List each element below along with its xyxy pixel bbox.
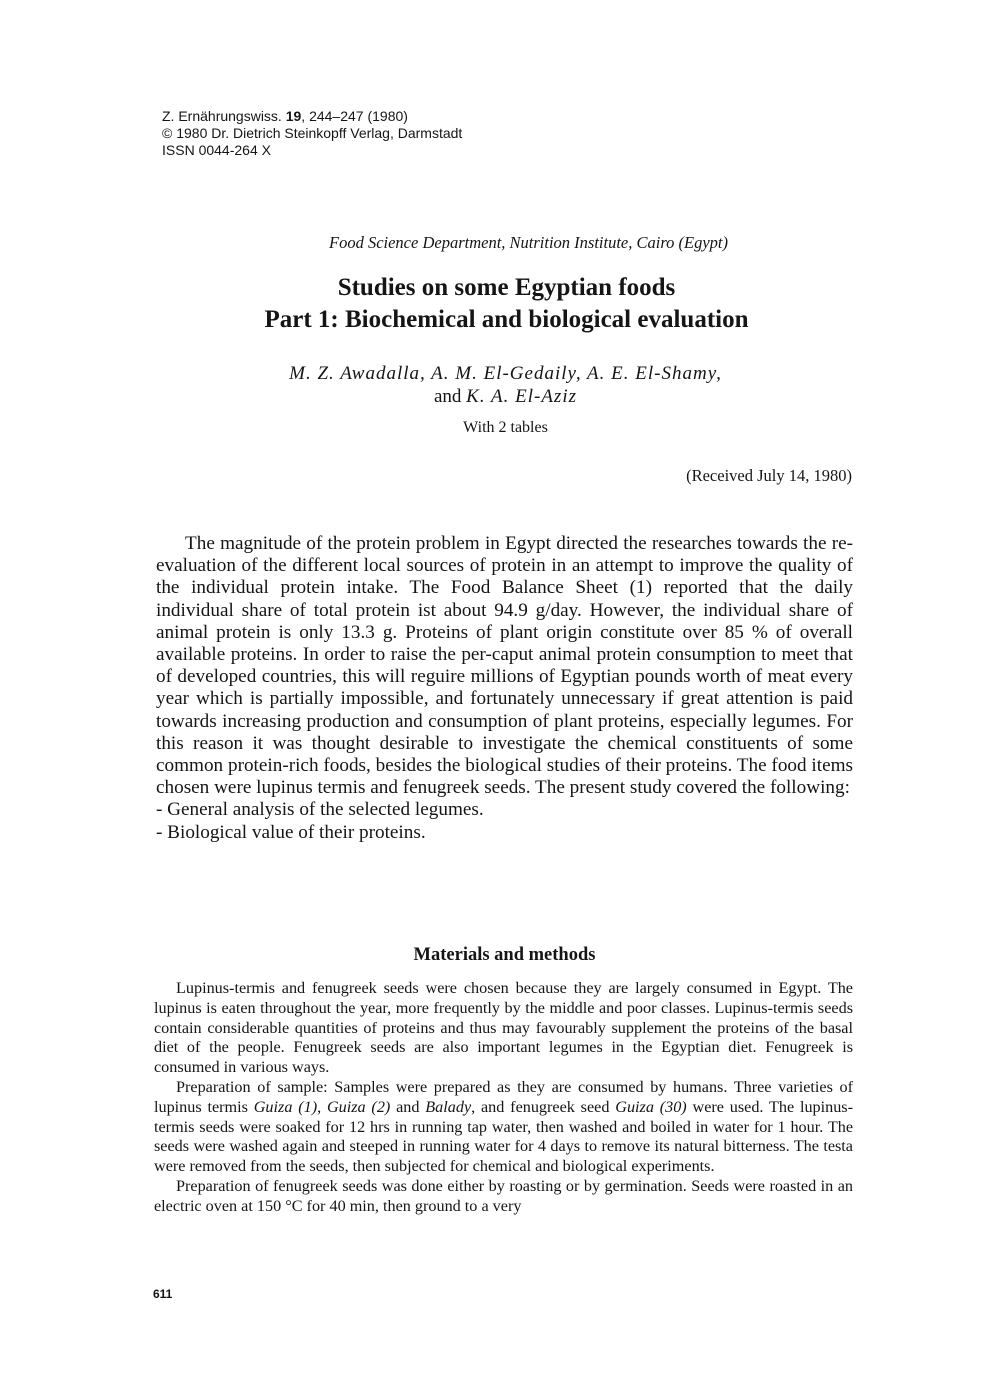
abstract-list-item-2: - Biological value of their proteins.	[156, 821, 426, 843]
abstract-paragraph: The magnitude of the protein problem in Egypt directed the researches towards the re-evaluation of the different local sources of protein in an attempt to improve the quality of the individual protein intake. The Food Balance Sheet (1) reported that the daily individual share of total protein ist about 94.9 g/day. However, the individual share of animal protein is only 13.3 g. Proteins of plant origin constitute over 85 % of overall available proteins. In order to raise the per-caput animal protein consumption to meet that of developed countries, this will reguire millions of Egyptian pounds worth of meat every year which is partially impossible, and fortunately unnecessary if great attention is paid towards increasing production and consumption of plant proteins, especially legumes. For this reason it was thought desirable to investigate the chemical constituents of some common protein-rich foods, besides the biological studies of their proteins. The food items chosen were lupinus termis and fenugreek seeds. The present study covered the following:	[156, 533, 853, 799]
journal-header	[162, 108, 682, 159]
body-paragraph-2: Preparation of sample: Samples were prepared as they are consumed by humans. Three varieties of lupinus termis Guiza (1), Guiza (2) and Balady, and fenugreek seed Guiza (30) were used. The lupinus-termis seeds were soaked for 12 hrs in running tap water, then washed and boiled in water for 1 hour. The seeds were washed again and steeped in running water for 4 days to remove its natural bitterness. The testa were removed from the seeds, then subjected for chemical and biological experiments.	[154, 1077, 854, 1176]
body-paragraph-3: Preparation of fenugreek seeds was done either by roasting or by germination. Seeds were roasted in an electric oven at 150 °C for 40 min, then ground to a very	[154, 1176, 853, 1215]
section-heading-materials-methods: Materials and methods	[413, 945, 596, 965]
title-line-1: Studies on some Egyptian foods	[337, 274, 676, 301]
journal-volume: 19	[285, 108, 302, 124]
issn-line: ISSN 0044-264 X	[162, 142, 271, 158]
abstract-list-item-1: - General analysis of the selected legumes.	[156, 799, 484, 821]
authors-line-1: M. Z. Awadalla, A. M. El-Gedaily, A. E. El-Shamy,	[289, 363, 722, 384]
authors-line-2: K. A. El-Aziz	[466, 386, 577, 407]
materials-methods-body	[154, 979, 853, 1217]
copyright-line: © 1980 Dr. Dietrich Steinkopff Verlag, Darmstadt	[162, 125, 463, 141]
body-paragraph-1: Lupinus-termis and fenugreek seeds were chosen because they are largely consumed in Egypt. The lupinus is eaten throughout the year, more frequently by the middle and poor classes. Lupinus-termis seeds contain considerable quantities of proteins and thus may favourably supplement the proteins of the basal diet of the people. Fenugreek seeds are also important legumes in the Egyptian diet. Fenugreek is consumed in various ways.	[154, 979, 853, 1077]
abstract	[156, 533, 853, 844]
journal-citation: Z. Ernährungswiss. 19, 244–247 (1980)	[162, 108, 408, 124]
author-list: M. Z. Awadalla, A. M. El-Gedaily, A. E. El-Shamy, and K. A. El-Aziz	[289, 363, 722, 407]
paper-title	[0, 272, 1005, 336]
tables-note: With 2 tables	[463, 419, 548, 436]
received-date: (Received July 14, 1980)	[686, 466, 852, 485]
page-number: 611	[153, 1287, 173, 1301]
title-line-2: Part 1: Biochemical and biological evaluation	[264, 306, 749, 333]
affiliation: Food Science Department, Nutrition Institute, Cairo (Egypt)	[329, 233, 728, 252]
